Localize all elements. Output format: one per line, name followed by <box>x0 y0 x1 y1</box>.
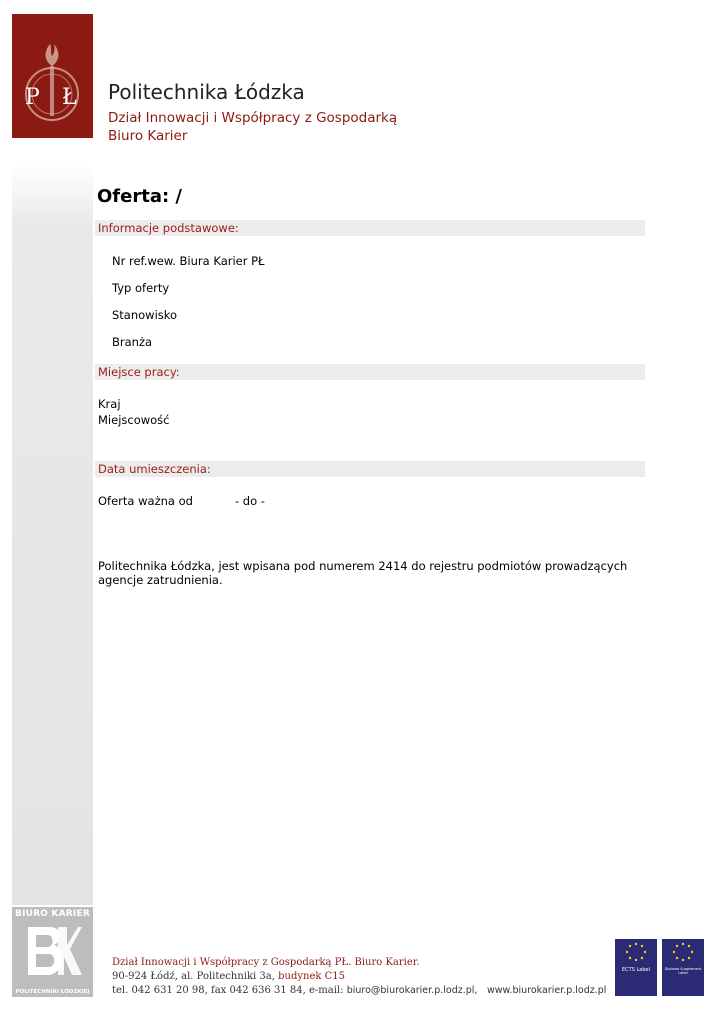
offer-title: Oferta: / <box>97 186 183 207</box>
footer-building: budynek C15 <box>278 971 345 982</box>
university-name: Politechnika Łódzka <box>108 80 305 104</box>
university-logo <box>12 14 93 138</box>
sidebar-strip <box>12 165 93 905</box>
field-valid-from: Oferta ważna od <box>98 494 193 508</box>
career-office-logo <box>12 907 93 997</box>
svg-text:Ł: Ł <box>62 85 77 110</box>
field-offer-type: Typ oferty <box>112 281 170 295</box>
field-valid-to: - do - <box>235 494 265 508</box>
section-header-workplace: Miejsce pracy: <box>95 364 645 380</box>
field-city: Miejscowość <box>98 413 170 427</box>
ects-label-text: ECTS Label <box>622 967 650 973</box>
eu-stars-icon <box>662 939 704 969</box>
footer-line-2 <box>112 971 345 982</box>
field-industry: Branża <box>112 335 153 349</box>
career-office-logo-bottom: POLITECHNIKI ŁÓDZKIEJ <box>15 989 90 995</box>
section-header-basic: Informacje podstawowe: <box>95 220 645 236</box>
diploma-supplement-badge <box>662 939 704 996</box>
department-name: Dział Innowacji i Współpracy z Gospodarką <box>108 110 398 126</box>
career-office-logo-top: BIURO KARIER <box>15 909 90 919</box>
ects-label-badge <box>615 939 657 996</box>
footer-address: 90-924 Łódź, al. Politechniki 3a, <box>112 971 279 982</box>
eu-stars-icon <box>615 939 657 969</box>
registry-note-line2: agencje zatrudnienia. <box>98 573 223 587</box>
footer-email-link[interactable]: biuro@biurokarier.p.lodz.pl, <box>346 985 478 996</box>
footer-phone-fax: tel. 042 631 20 98, fax 042 636 31 84, e-mail: <box>112 985 347 996</box>
registry-note-line1: Politechnika Łódzka, jest wpisana pod numerem 2414 do rejestru podmiotów prowadzących <box>98 559 628 573</box>
field-country: Kraj <box>98 397 121 411</box>
svg-text:P: P <box>25 85 40 110</box>
field-position: Stanowisko <box>112 308 178 322</box>
section-header-date: Data umieszczenia: <box>95 461 645 477</box>
field-ref-number: Nr ref.wew. Biura Karier PŁ <box>112 254 265 268</box>
office-name: Biuro Karier <box>108 128 188 144</box>
footer-line-1: Dział Innowacji i Współpracy z Gospodarką PŁ. Biuro Karier. <box>112 957 420 968</box>
footer-website-link[interactable]: www.biurokarier.p.lodz.pl <box>486 985 607 996</box>
diploma-supplement-text: Diploma Supplement Label <box>664 967 702 975</box>
bk-monogram-icon <box>24 923 82 981</box>
footer-line-3 <box>112 985 606 996</box>
